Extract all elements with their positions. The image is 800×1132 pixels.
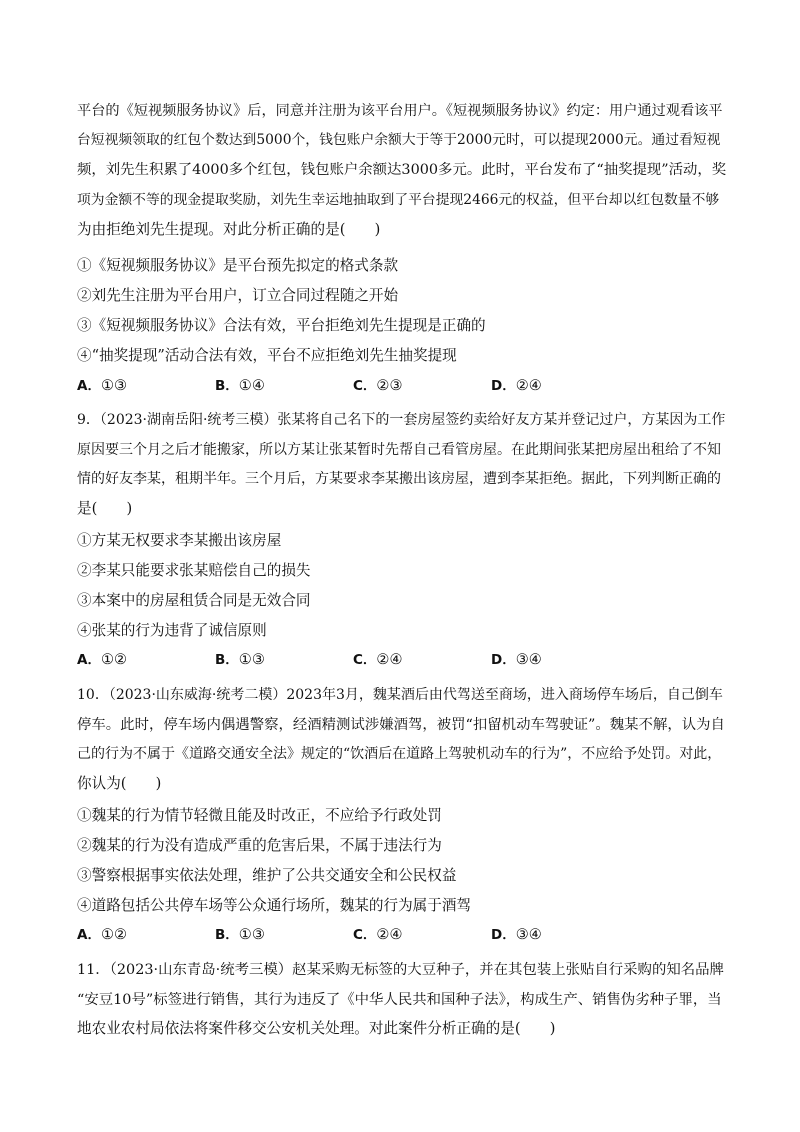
q8-option-c[interactable]: C．②③ [353,377,403,394]
q11-stem-line: 地农业农村局依法将案件移交公安机关处理。对此案件分析正确的是( ) [77,1020,556,1037]
q10-statement: ②魏某的行为没有造成严重的危害后果，不属于违法行为 [77,837,442,854]
q11-stem-line: “安豆10号”标签进行销售，其行为违反了《中华人民共和国种子法》，构成生产、销售伪劣种子罪，当 [77,992,722,1008]
q8-option-b[interactable]: B．①④ [215,377,265,394]
q8-stem-line: 频，刘先生积累了4000多个红包，钱包账户余额达3000多元。此时，平台发布了“抽奖提现”活动，奖 [77,162,727,178]
q8-statement: ①《短视频服务协议》是平台预先拟定的格式条款 [77,257,399,274]
q8-stem-line: 平台的《短视频服务协议》后，同意并注册为该平台用户。《短视频服务协议》约定：用户通过观看该平 [77,103,723,119]
q10-option-b[interactable]: B．①③ [215,926,265,943]
q8-stem-line: 项为金额不等的现金提取奖励，刘先生幸运地抽取到了平台提现2466元的权益，但平台却以红包数量不够 [77,192,720,208]
q10-option-d[interactable]: D．③④ [491,926,542,943]
q10-stem-line: 停车。此时，停车场内偶遇警察，经酒精测试涉嫌酒驾，被罚“扣留机动车驾驶证”。魏某不解，认为自 [77,717,725,733]
q9-stem-line: 原因要三个月之后才能搬家，所以方某让张某暂时先帮自己看管房屋。在此期间张某把房屋出租给了不知 [77,442,721,458]
q9-option-b[interactable]: B．①③ [215,651,265,668]
q10-option-a[interactable]: A．①② [77,926,128,943]
q8-statement: ②刘先生注册为平台用户，订立合同过程随之开始 [77,287,399,304]
q9-statement: ④张某的行为违背了诚信原则 [77,622,267,639]
q10-statement: ④道路包括公共停车场等公众通行场所，魏某的行为属于酒驾 [77,897,472,914]
q10-options [77,925,727,945]
q10-stem-line: 你认为( ) [77,775,162,792]
q10-statement: ③警察根据事实依法处理，维护了公共交通安全和公民权益 [77,867,457,884]
q10-stem-line: 己的行为不属于《道路交通安全法》规定的“饮酒后在道路上驾驶机动车的行为”，不应给予处罚。对此， [77,746,722,762]
q8-stem-line: 台短视频领取的红包个数达到5000个，钱包账户余额大于等于2000元时，可以提现2000元。通过看短视 [77,132,721,148]
q9-option-d[interactable]: D．③④ [491,651,542,668]
q8-statement: ④“抽奖提现”活动合法有效，平台不应拒绝刘先生抽奖提现 [77,347,457,364]
q11-stem-line: 11．（2023·山东青岛·统考三模）赵某采购无标签的大豆种子，并在其包装上张贴自行采购的知名品牌 [77,962,724,978]
q9-option-c[interactable]: C．②④ [353,651,403,668]
q8-statement: ③《短视频服务协议》合法有效，平台拒绝刘先生提现是正确的 [77,317,486,334]
q9-option-a[interactable]: A．①② [77,651,128,668]
q10-stem-line: 10．（2023·山东威海·统考二模）2023年3月，魏某酒后由代驾送至商场，进入商场停车场后，自己倒车 [77,687,723,703]
q8-stem-line: 为由拒绝刘先生提现。对此分析正确的是( ) [77,221,381,238]
q10-statement: ①魏某的行为情节轻微且能及时改正，不应给予行政处罚 [77,807,442,824]
q9-statement: ①方某无权要求李某搬出该房屋 [77,532,282,549]
q9-stem-line: 情的好友李某，租期半年。三个月后，方某要求李某搬出该房屋，遭到李某拒绝。据此，下列判断正确的 [77,471,721,487]
q9-stem-line: 是( ) [77,500,133,517]
q8-option-a[interactable]: A．①③ [77,377,128,394]
q9-options [77,650,727,670]
q8-options [77,376,727,396]
q9-stem-line: 9．（2023·湖南岳阳·统考三模）张某将自己名下的一套房屋签约卖给好友方某并登记过户，方某因为工作 [77,412,726,428]
q9-statement: ②李某只能要求张某赔偿自己的损失 [77,562,311,579]
q8-option-d[interactable]: D．②④ [491,377,542,394]
q9-statement: ③本案中的房屋租赁合同是无效合同 [77,592,311,609]
q10-option-c[interactable]: C．②④ [353,926,403,943]
